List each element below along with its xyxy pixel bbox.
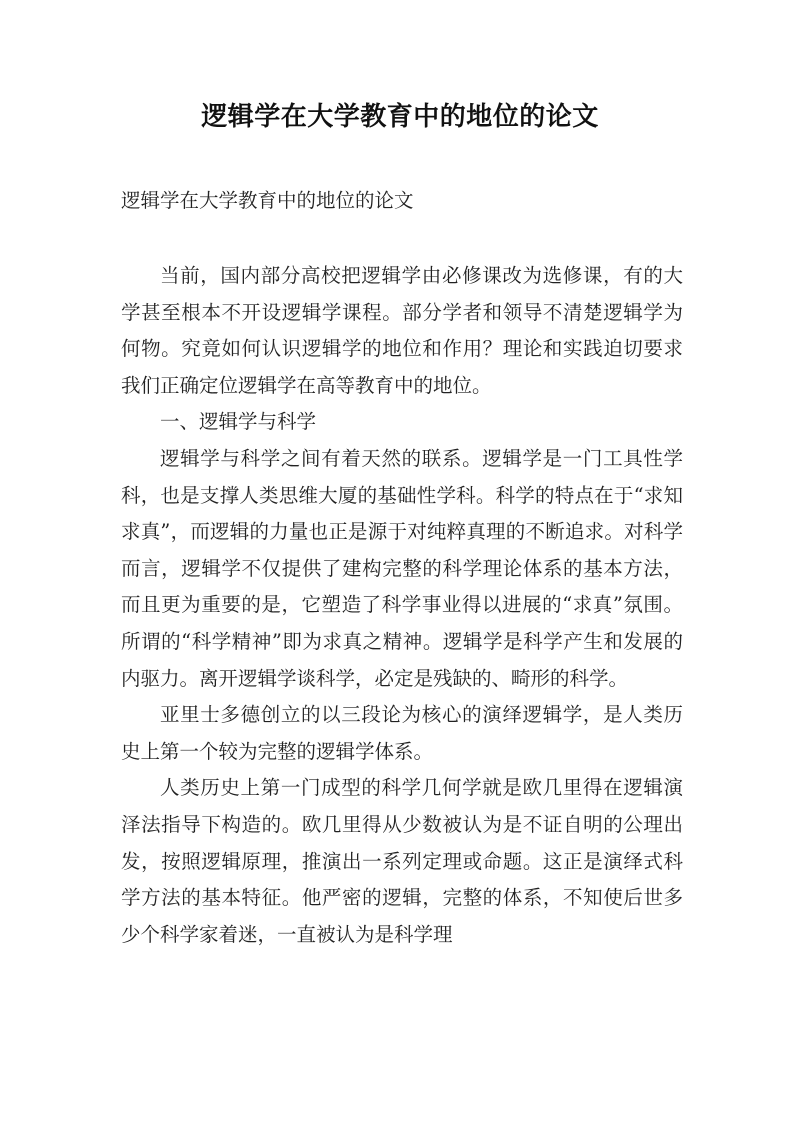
document-body bbox=[121, 258, 683, 953]
section-heading: 一、逻辑学与科学 bbox=[160, 410, 317, 434]
paragraph: 亚里士多德创立的以三段论为核心的演绎逻辑学，是人类历史上第一个较为完整的逻辑学体系。 bbox=[121, 703, 683, 763]
paragraph: 当前，国内部分高校把逻辑学由必修课改为选修课，有的大学甚至根本不开设逻辑学课程。部分学者和领导不清楚逻辑学为何物。究竟如何认识逻辑学的地位和作用？理论和实践迫切要求我们正确定位逻辑学在高等教育中的地位。 bbox=[121, 264, 683, 397]
paragraph: 逻辑学与科学之间有着天然的联系。逻辑学是一门工具性学科，也是支撑人类思维大厦的基础性学科。科学的特点在于“求知求真”，而逻辑的力量也正是源于对纯粹真理的不断追求。对科学而言，逻辑学不仅提供了建构完整的科学理论体系的基本方法，而且更为重要的是，它塑造了科学事业得以进展的“求真”氛围。所谓的“科学精神”即为求真之精神。逻辑学是科学产生和发展的内驱力。离开逻辑学谈科学，必定是残缺的、畸形的科学。 bbox=[121, 446, 683, 690]
document-title: 逻辑学在大学教育中的地位的论文 bbox=[201, 102, 599, 132]
document-subtitle: 逻辑学在大学教育中的地位的论文 bbox=[121, 189, 414, 212]
paragraph: 人类历史上第一门成型的科学几何学就是欧几里得在逻辑演泽法指导下构造的。欧几里得从少数被认为是不证自明的公理出发，按照逻辑原理，推演出一系列定理或命题。这正是演绎式科学方法的基本特征。他严密的逻辑，完整的体系，不知使后世多少个科学家着迷，一直被认为是科学理 bbox=[121, 776, 683, 946]
